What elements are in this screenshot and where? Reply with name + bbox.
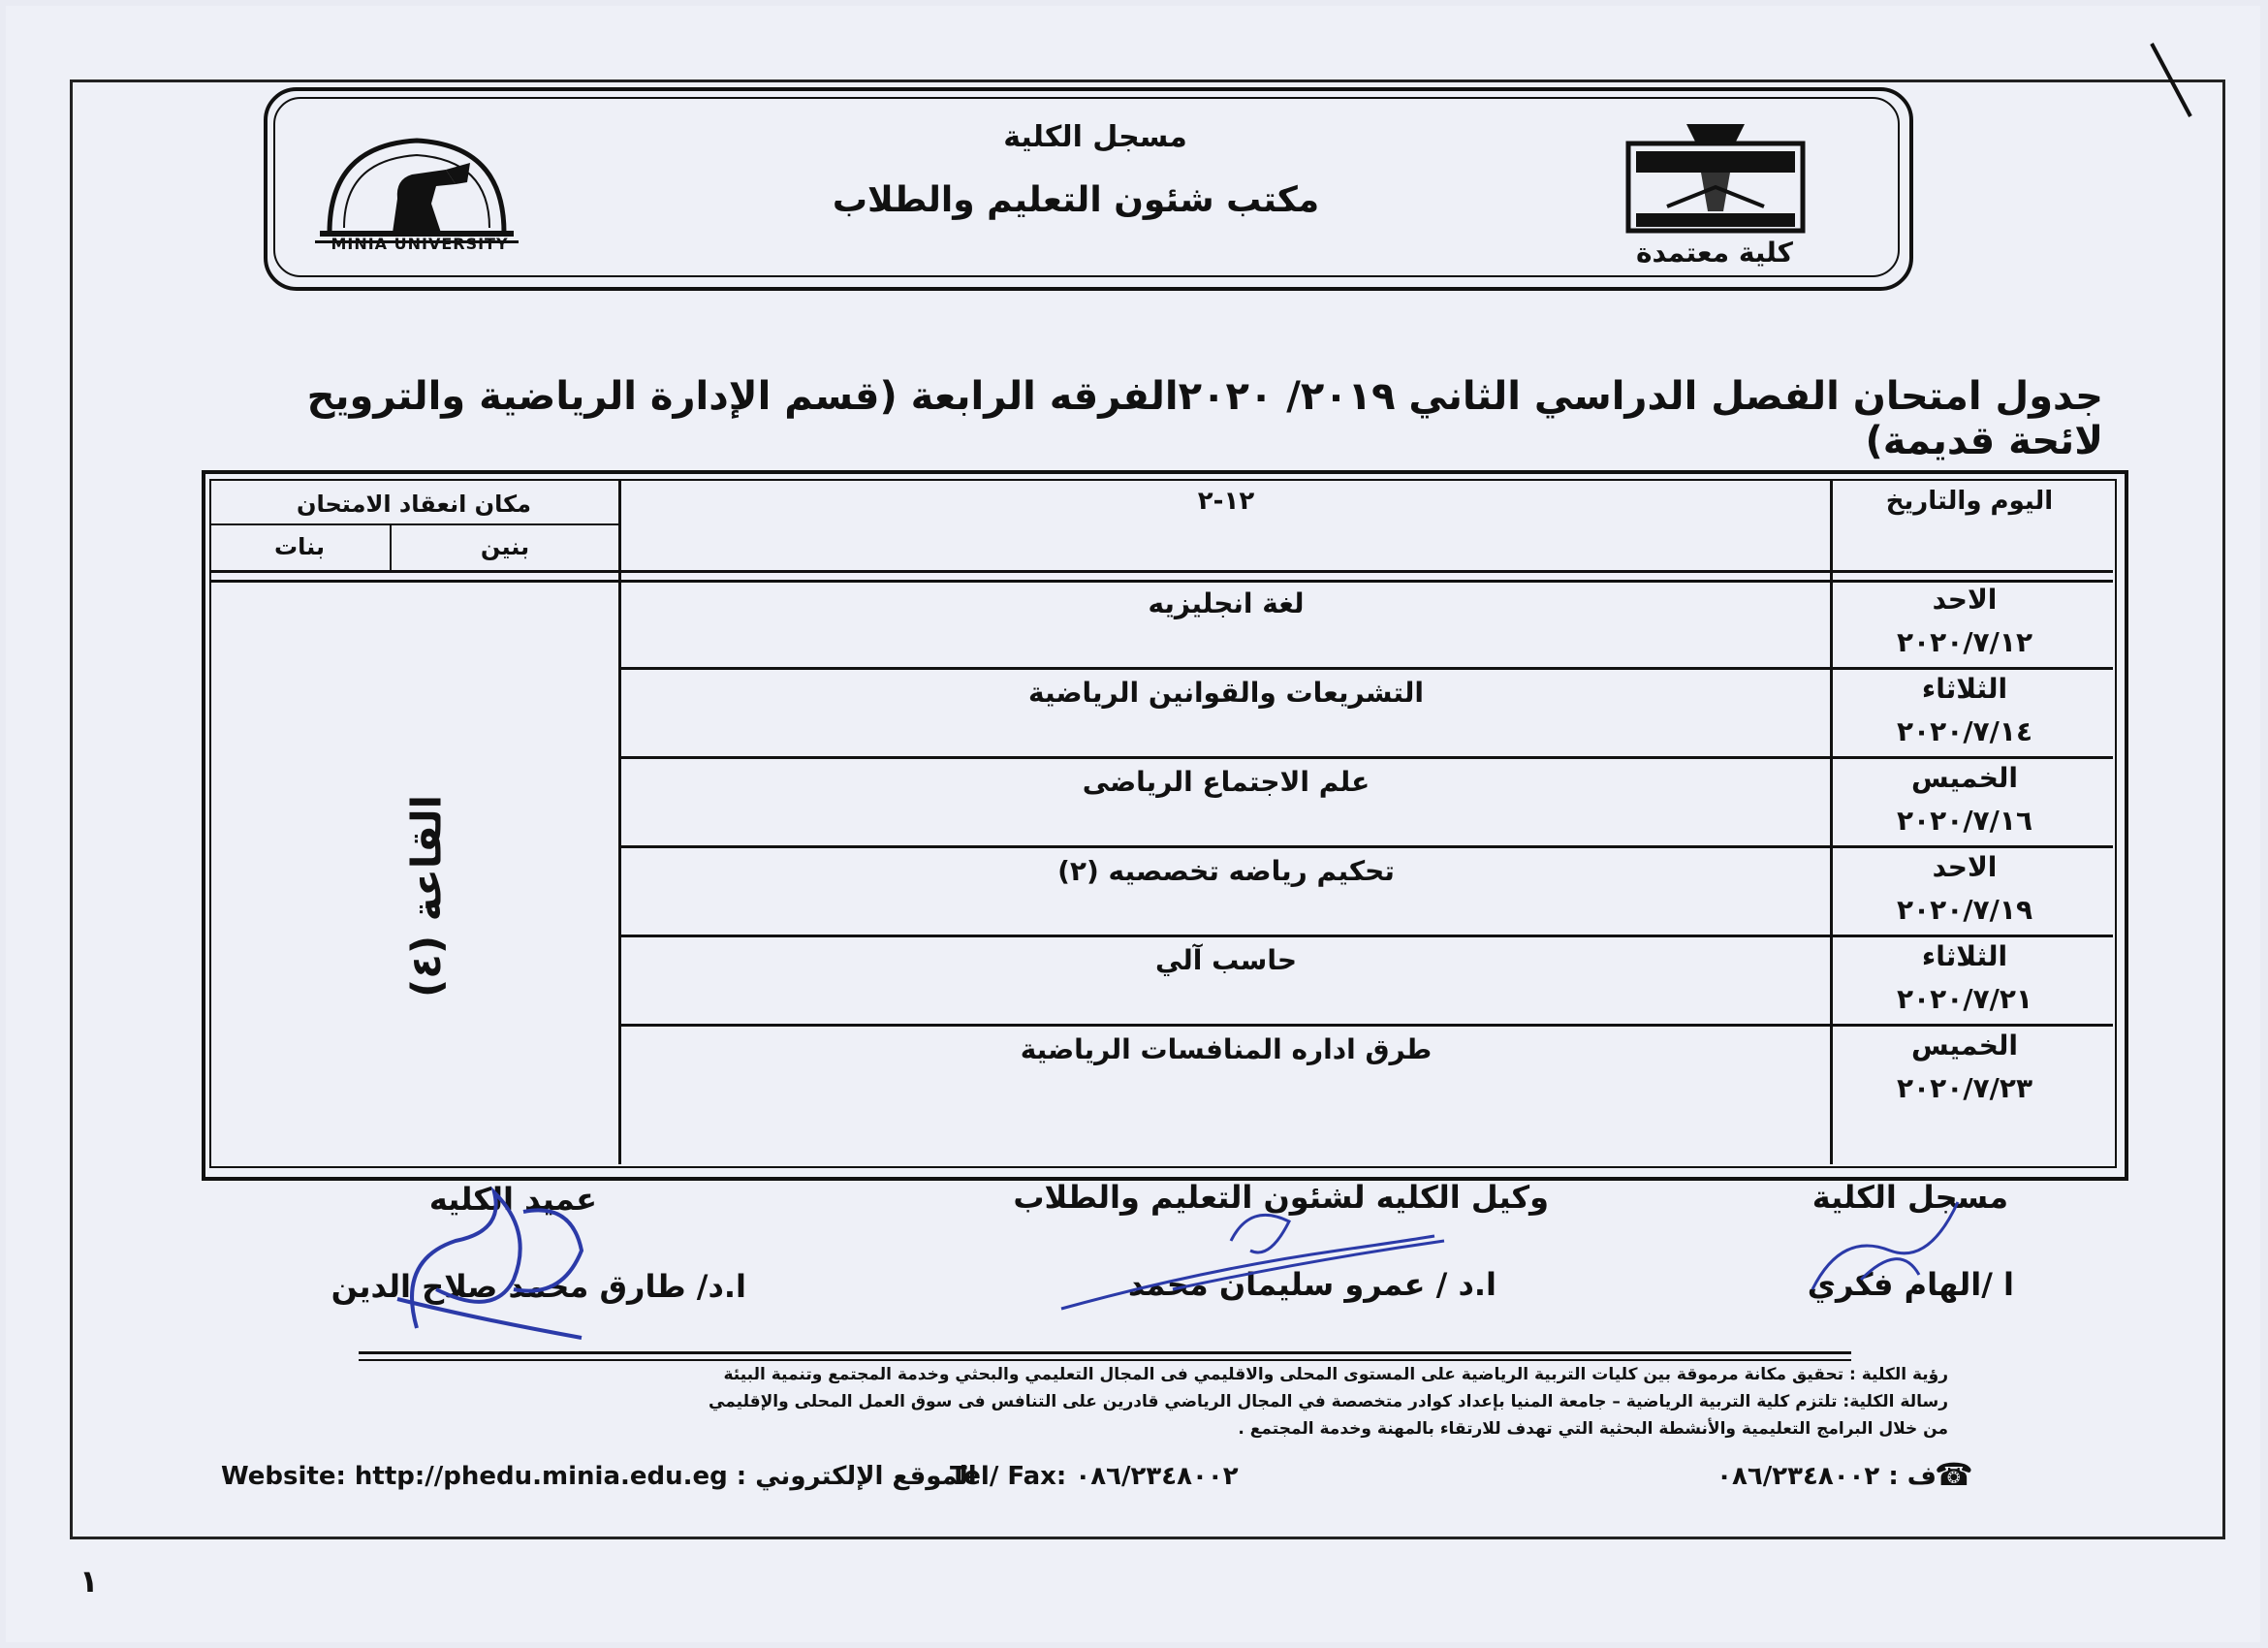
row-subject: التشريعات والقوانين الرياضية (1028, 677, 1424, 709)
col-boys-header: بنين (480, 533, 530, 560)
registrar-heading: مسجل الكلية (1003, 120, 1187, 154)
schedule-title: جدول امتحان الفصل الدراسي الثاني ٢٠١٩/ ٢٠٢٠الفرقه الرابعة (قسم الإدارة الرياضية والترويح لائحة قديمة) (306, 374, 2103, 463)
registrar-title: مسجل الكلية (1811, 1179, 2008, 1216)
row-date: ٢٠٢٠/٧/١٢ (1896, 626, 2033, 658)
vice-dean-title: وكيل الكليه لشئون التعليم والطلاب (1013, 1179, 1549, 1216)
row-date: ٢٠٢٠/٧/١٩ (1896, 894, 2033, 926)
row-separator (620, 756, 2113, 759)
row-date: ٢٠٢٠/٧/١٦ (1896, 805, 2033, 837)
faculty-vision: رؤية الكلية : تحقيق مكانة مرموقة بين كليات التربية الرياضية على المستوى المحلى والاقليمي فى المجال التعليمي والبحثي وخدمة المجتمع وتنمية البيئة (723, 1365, 1948, 1384)
pen-mark (2142, 39, 2200, 126)
faculty-mission-cont: من خلال البرامج التعليمية والأنشطة البحثية التي تهدف للارتقاء بالمهنة وخدمة المجتمع . (1238, 1419, 1948, 1439)
row-day: الخميس (1910, 762, 2019, 794)
day-column-divider (1830, 479, 1833, 1164)
row-separator (620, 845, 2113, 848)
dean-title: عميد الكليه (428, 1181, 597, 1218)
header-separator-2 (209, 580, 2113, 583)
registrar-signature (1803, 1192, 1977, 1309)
footer-rule (359, 1351, 1851, 1354)
fax-text: ف : ٠٨٦/٢٣٤٨٠٠٢ (1717, 1462, 1937, 1491)
registrar-name: ا /الهام فكري (1807, 1266, 2014, 1303)
website-text: Website: http://phedu.minia.edu.eg : الموقع الإلكتروني (221, 1462, 977, 1491)
row-subject: علم الاجتماع الرياضى (1082, 766, 1370, 798)
col-day-date-header: اليوم والتاريخ (1885, 487, 2054, 516)
row-day: الثلاثاء (1921, 940, 2008, 972)
vice-dean-name: ا.د / عمرو سليمان محمد (1127, 1266, 1496, 1303)
vice-dean-signature (1056, 1183, 1464, 1318)
row-date: ٢٠٢٠/٧/١٤ (1896, 715, 2033, 747)
tel-fax-text: Tel/ Fax: ٠٨٦/٢٣٤٨٠٠٢ (950, 1462, 1239, 1491)
header-separator (209, 570, 2113, 573)
row-subject: تحكيم رياضه تخصصيه (٢) (1057, 855, 1395, 887)
col-girls-header: بنات (274, 533, 325, 560)
faculty-mission: رسالة الكلية: تلتزم كلية التربية الرياضية – جامعة المنيا بإعداد كوادر متخصصة في المجال الرياضي قادرين على التنافس فى سوق العمل المحلى والإقليمي (709, 1392, 1948, 1411)
row-separator (620, 1024, 2113, 1027)
row-day: الثلاثاء (1921, 673, 2008, 705)
minia-university-label: MINIA UNIVERSITY (331, 235, 509, 253)
dean-name: ا.د/ طارق محمد صلاح الدين (331, 1268, 746, 1305)
row-subject: لغة انجليزيه (1148, 587, 1305, 619)
dean-signature (378, 1173, 601, 1347)
row-separator (620, 935, 2113, 937)
footer-rule-2 (359, 1359, 1851, 1361)
page-number: ١ (79, 1563, 99, 1600)
row-subject: حاسب آلي (1154, 944, 1298, 976)
office-heading: مكتب شئون التعليم والطلاب (832, 180, 1320, 220)
row-day: الاحد (1932, 584, 1998, 616)
row-subject: طرق اداره المنافسات الرياضية (1020, 1033, 1433, 1065)
col-place-header: مكان انعقاد الامتحان (297, 491, 531, 518)
row-day: الخميس (1910, 1030, 2019, 1062)
row-separator (620, 667, 2113, 670)
accredited-label: كلية معتمدة (1636, 237, 1793, 269)
phone-icon: ☎ (1935, 1456, 1973, 1493)
row-date: ٢٠٢٠/٧/٢٣ (1896, 1072, 2033, 1104)
exam-hall-label: القاعة (٤) (402, 795, 451, 998)
row-date: ٢٠٢٠/٧/٢١ (1896, 983, 2033, 1015)
row-day: الاحد (1932, 851, 1998, 883)
place-column-divider (618, 479, 621, 1164)
place-subheader-line (209, 523, 618, 525)
col-time-header: ١٢-٢ (1197, 487, 1255, 516)
